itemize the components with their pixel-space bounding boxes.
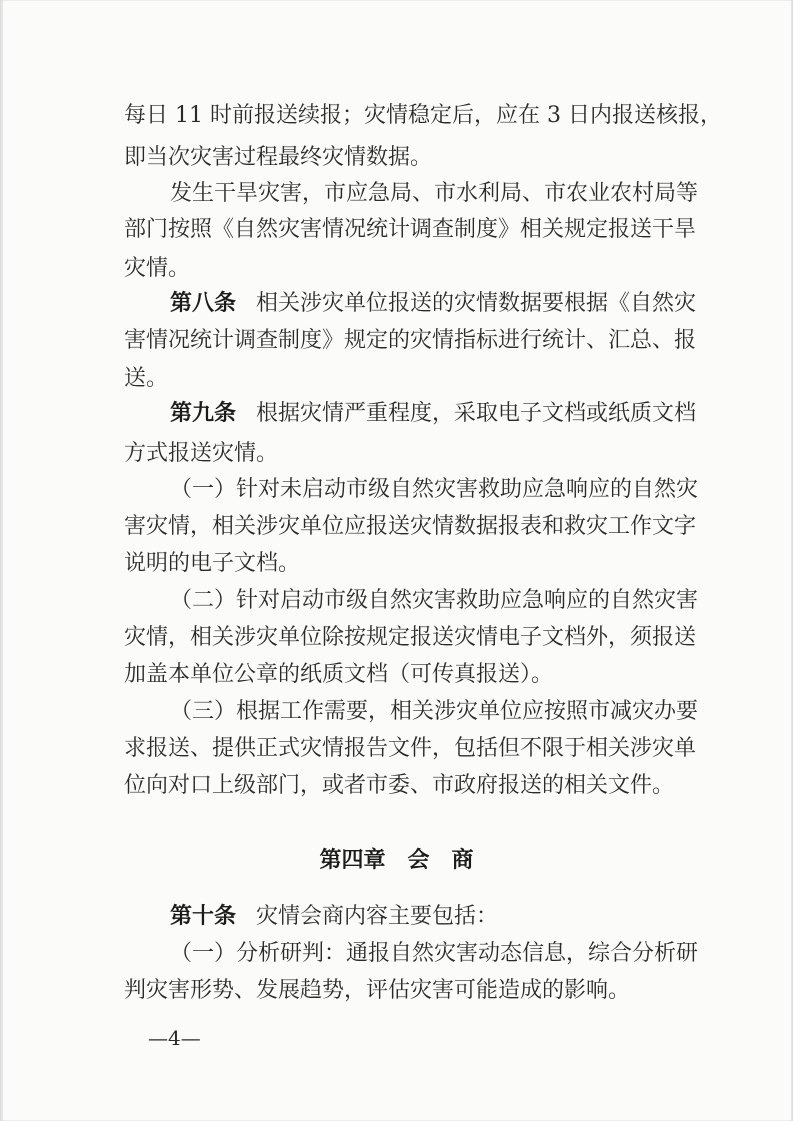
article-9-line-2: 方式报送灾情。 [124, 441, 279, 466]
paragraph-1-line-2: 即当次灾害过程最终灾情数据。 [124, 145, 433, 170]
item-3-line-2: 求报送、提供正式灾情报告文件，包括但不限于相关涉灾单 [124, 736, 697, 761]
item-1-line-1: （一）针对未启动市级自然灾害救助应急响应的自然灾 [170, 477, 699, 502]
item-3-line-1: （三）根据工作需要，相关涉灾单位应按照市减灾办要 [170, 699, 699, 724]
article-9-line-1 [170, 400, 697, 428]
article-8-label: 第八条 [170, 291, 237, 316]
chapter-heading: 第四章 会 商 [319, 848, 474, 873]
article-8-line-3: 送。 [124, 366, 169, 391]
item-1-line-2: 害灾情，相关涉灾单位应报送灾情数据报表和救灾工作文字 [124, 514, 697, 539]
article-8-text: 相关涉灾单位报送的灾情数据要根据《自然灾 [256, 291, 697, 316]
item-2-line-3: 加盖本单位公章的纸质文档（可传真报送）。 [124, 662, 554, 687]
article-10-label: 第十条 [170, 904, 237, 929]
article-8-line-1 [170, 290, 697, 318]
item-2-line-1: （二）针对启动市级自然灾害救助应急响应的自然灾害 [170, 588, 699, 613]
item-3-line-3: 位向对口上级部门，或者市委、市政府报送的相关文件。 [124, 773, 675, 798]
item-2-line-2: 灾情，相关涉灾单位除按规定报送灾情电子文档外，须报送 [124, 625, 697, 650]
article-10-line-1 [170, 903, 684, 931]
analysis-item-line-2: 判灾害形势、发展趋势，评估灾害可能造成的影响。 [124, 978, 631, 1003]
paragraph-2-line-3: 灾情。 [124, 256, 191, 281]
item-1-line-3: 说明的电子文档。 [124, 551, 301, 576]
article-9-label: 第九条 [170, 401, 237, 426]
article-9-text: 根据灾情严重程度，采取电子文档或纸质文档 [256, 401, 697, 426]
paragraph-2-line-2: 部门按照《自然灾害情况统计调查制度》相关规定报送干旱 [124, 217, 697, 242]
analysis-item-line-1: （一）分析研判：通报自然灾害动态信息，综合分析研 [170, 941, 699, 966]
paragraph-2-line-1: 发生干旱灾害，市应急局、市水利局、市农业农村局等 [170, 181, 699, 206]
article-10-text: 灾情会商内容主要包括： [256, 904, 499, 929]
page-number: —4— [148, 1026, 201, 1050]
article-8-line-2: 害情况统计调查制度》规定的灾情指标进行统计、汇总、报 [124, 328, 697, 353]
scan-edge-mark [0, 0, 3, 1121]
paragraph-1-line-1: 每日 11 时前报送续报；灾情稳定后，应在 3 日内报送核报， [124, 103, 722, 128]
